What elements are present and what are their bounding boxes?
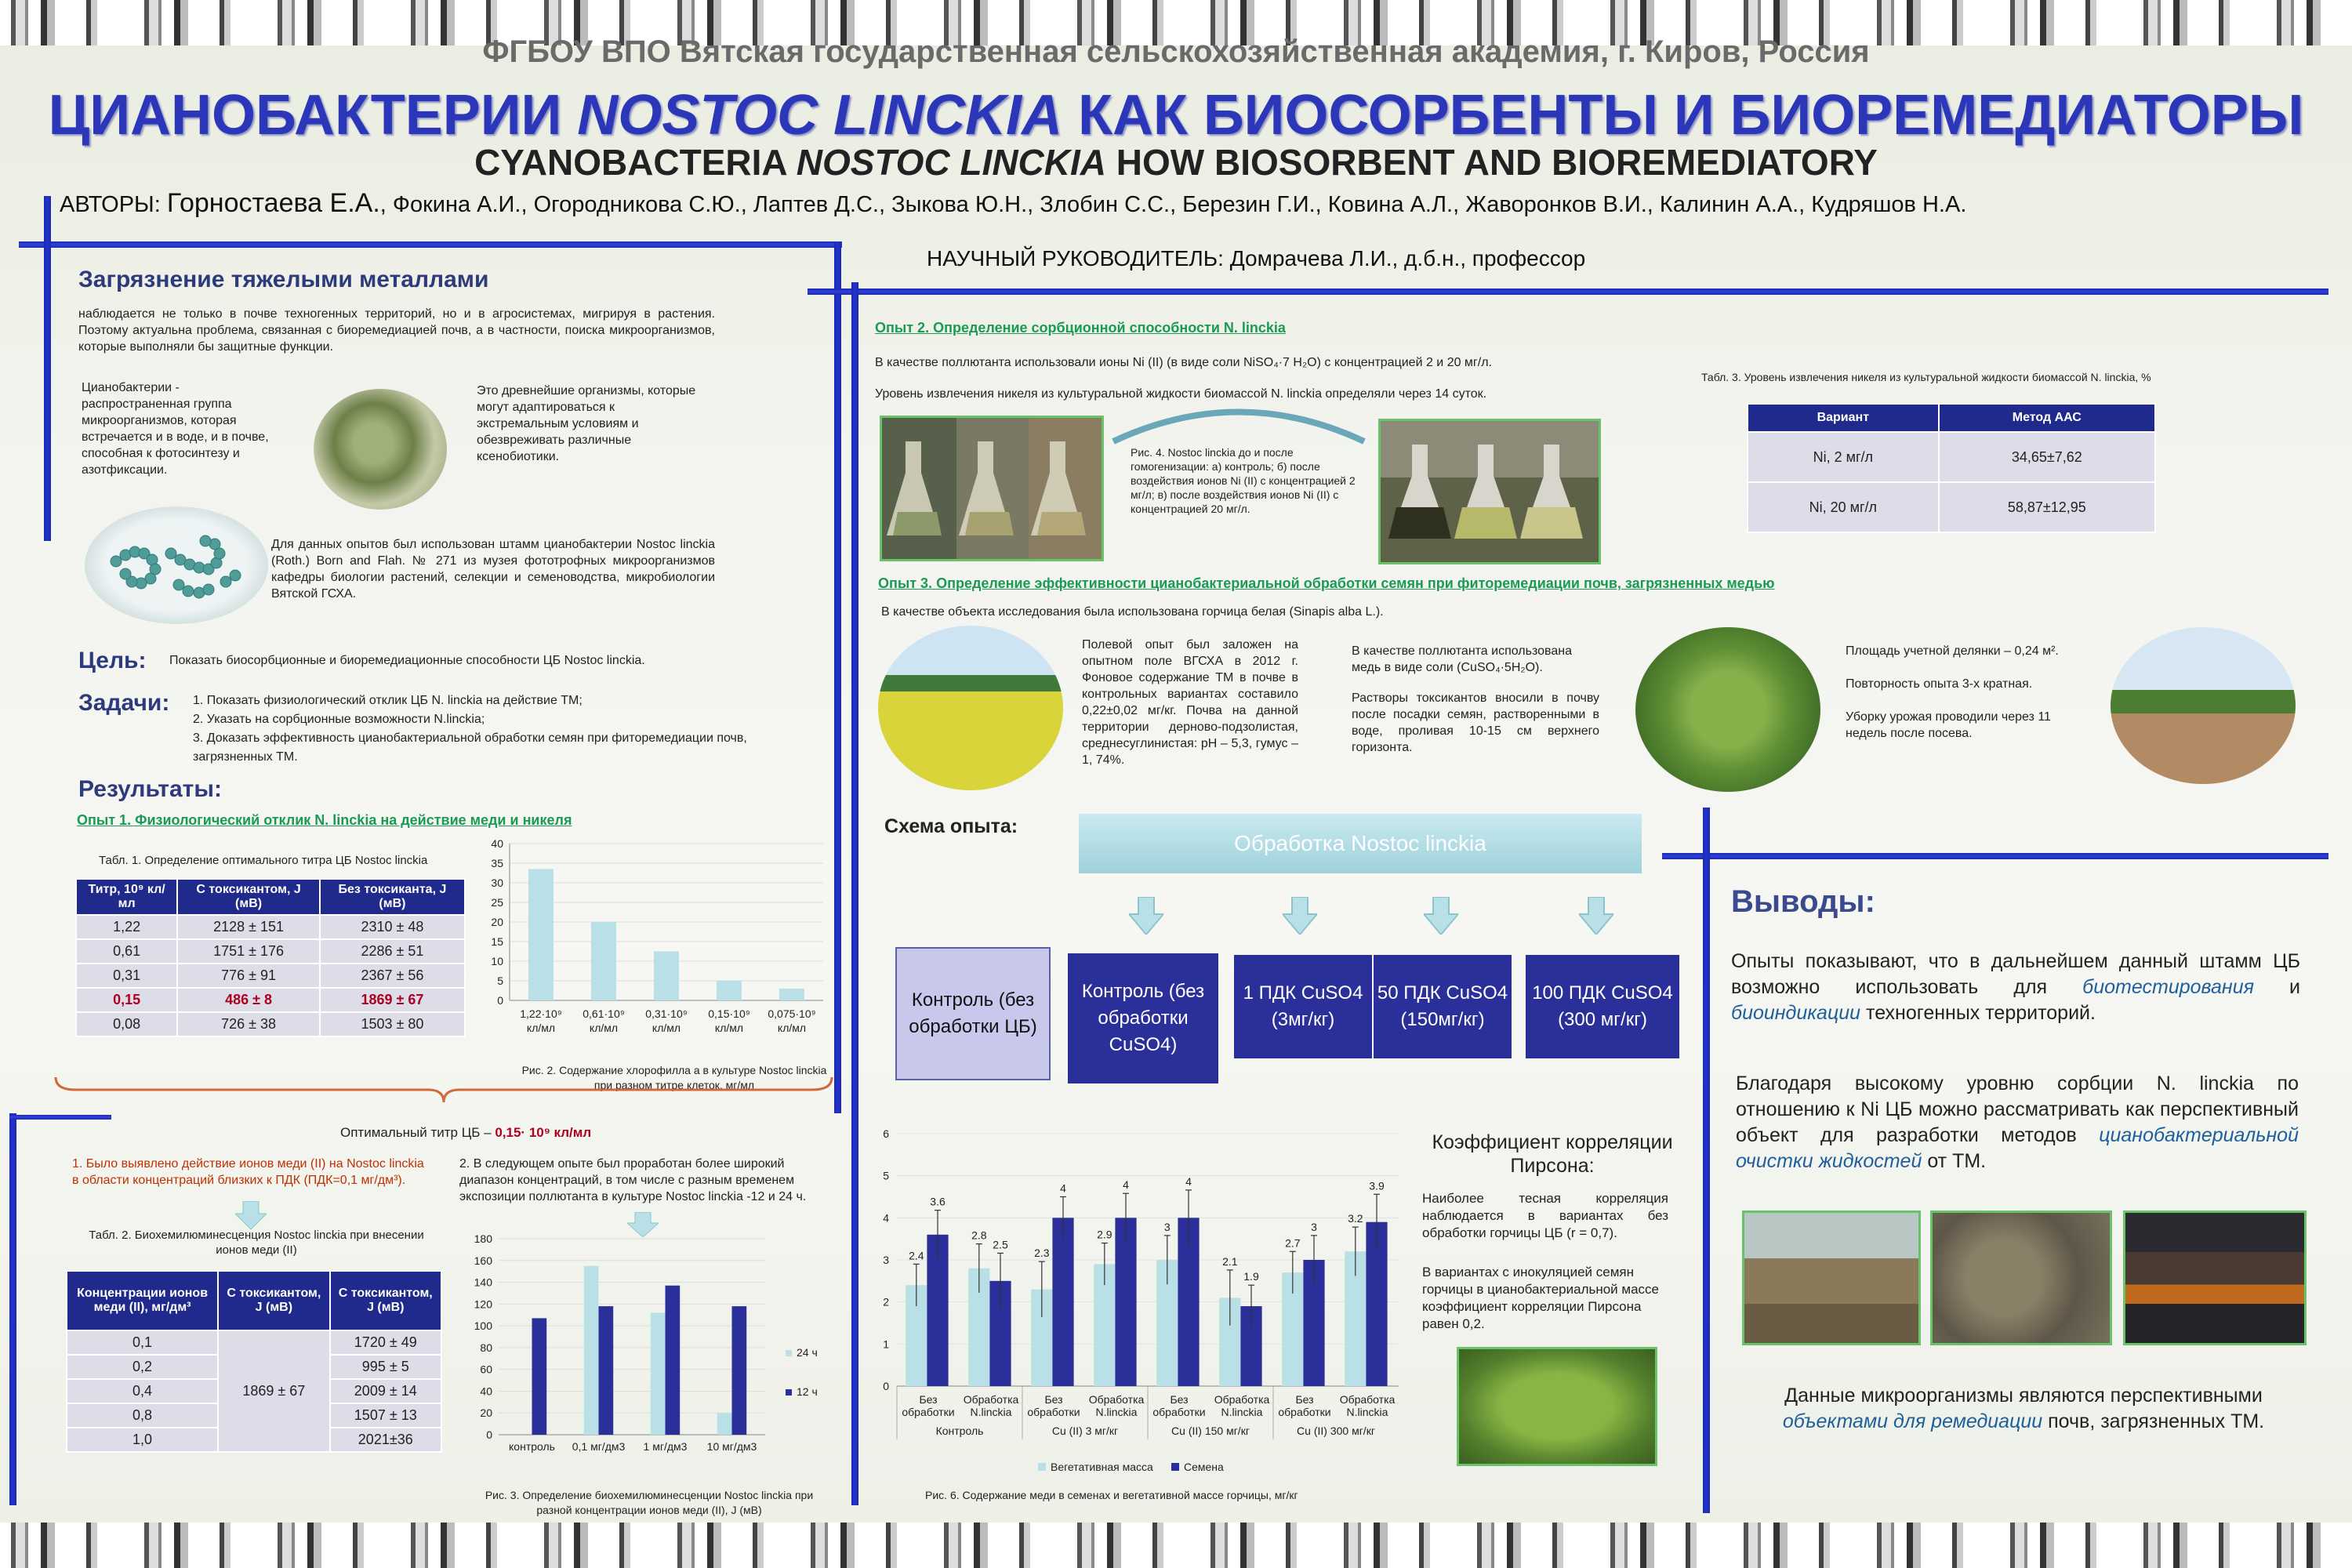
table3-caption: Табл. 3. Уровень извлечения никеля из культуральной жидкости биомассой N. linckia, % [1701,371,2151,383]
table-cell: 2021±36 [330,1428,441,1452]
y-tick-label: 3 [883,1254,889,1266]
flasks-after-drawing [1381,421,1599,562]
y-tick-label: 4 [883,1211,889,1225]
data-label: 2.1 [1222,1254,1238,1268]
bar-series-12h [599,1306,614,1435]
table-cell: 0,08 [76,1012,177,1036]
task-item: 3. Доказать эффективность цианобактериальной обработки семян при фиторемедиации почв, загрязненных ТМ. [193,731,747,764]
data-label: 3 [1163,1220,1171,1233]
title-en: CYANOBACTERIA NOSTOC LINCKIA HOW BIOSORBENT AND BIOREMEDIATORY [474,142,1878,183]
x-tick-label: кл/мл [777,1022,807,1034]
table-row [1748,432,2155,482]
table-cell: 2310 ± 48 [320,915,465,939]
legend-swatch [1171,1463,1179,1471]
y-tick-label: 30 [491,877,503,889]
table3 [1747,403,2156,533]
x-tick-label: кл/мл [652,1022,681,1034]
goal-text: Показать биосорбционные и биоремедиационные способности ЦБ Nostoc linckia. [169,654,645,667]
y-tick-label: 0 [497,994,503,1007]
exp2-text1: В качестве поллютанта использовали ионы Ni (II) (в виде соли NiSO₄·7 H₂O) с концентрацией 2 и 20 мг/л. [875,356,1492,369]
y-tick-label: 0 [883,1380,889,1392]
table-cell: Ni, 20 мг/л [1748,482,1939,532]
table-cell: 0,61 [76,939,177,964]
task-item: 1. Показать физиологический отклик ЦБ N. linckia на действие ТМ; [193,694,583,707]
table-cell: 776 ± 91 [177,964,320,988]
legend-label: 12 ч [797,1385,818,1398]
arrow-down-icon [1424,897,1458,935]
box-50-pdk: 50 ПДК CuSO4 (150мг/кг) [1374,955,1512,1058]
y-tick-label: 60 [480,1363,492,1376]
table1-header: Титр, 10⁹ кл/мл [76,879,177,915]
data-label: 4 [1185,1174,1192,1188]
brace-decoration [52,1074,836,1105]
mustard-plant-photo [1635,627,1820,792]
bar [779,989,804,1000]
table3-header: Вариант [1748,404,1939,432]
divider-left-bottom [9,1115,111,1120]
supervisor: НАУЧНЫЙ РУКОВОДИТЕЛЬ: Домрачева Л.И., д.б.н., профессор [927,246,1586,270]
y-tick-label: 160 [474,1254,492,1267]
table-row-highlight [76,988,465,1012]
solutions-text: Растворы токсикантов вносили в почву после посадки семян, растворенными в воде, проливая 10-15 см верхнего горизонта. [1352,691,1599,754]
divider-left-bottom-vertical [9,1113,16,1505]
x-tick-label: 10 мг/дм3 [706,1440,757,1453]
scheme-label: Схема опыта: [884,815,1018,837]
table-cell: 2009 ± 14 [330,1379,441,1403]
legend-label: Семена [1184,1461,1224,1473]
x-tick-label: N.linckia [970,1406,1012,1418]
rapeseed-field-photo [878,626,1063,790]
divider-right-vertical [1703,808,1710,1513]
bar [591,922,616,1000]
bar-series-24h [584,1266,599,1435]
divider-left-right-vertical [834,243,841,1113]
table-cell: 34,65±7,62 [1939,432,2155,482]
y-tick-label: 140 [474,1276,492,1289]
bottom-border [0,1523,2352,1568]
mustard-closeup-photo [1457,1347,1657,1466]
x-tick-label: обработки [1152,1406,1206,1418]
data-label: 2.8 [971,1229,987,1242]
cyano-colony-photo [314,389,447,510]
y-tick-label: 15 [491,935,503,948]
y-tick-label: 25 [491,896,503,909]
data-label: 2.9 [1097,1228,1112,1241]
x-tick-label: Без [919,1393,938,1406]
divider-left-top [19,241,842,248]
y-tick-label: 80 [480,1341,492,1354]
conclusion-2: Благодаря высокому уровню сорбции N. linckia по отношению к Ni ЦБ можно рассматривать как перспективный объект для разработки методов цианобактериальной очистки жидкостей от ТМ. [1736,1073,2299,1172]
x-tick-label: контроль [509,1440,555,1453]
repeat-text: Повторность опыта 3-х кратная. [1846,677,2033,691]
note1-text: 1. Было выявлено действие ионов меди (II) на Nostoc linckia в области концентраций близких к ПДК (ПДК=0,1 мг/дм³). [72,1157,424,1187]
table1 [75,878,466,1037]
x-tick-label: N.linckia [1221,1406,1263,1418]
results-label: Результаты: [78,776,222,802]
data-label: 3.9 [1369,1179,1385,1192]
ancient-text: Это древнейшие организмы, которые могут адаптироваться к экстремальным условиям и обезвреживать различные ксенобиотики. [477,384,696,463]
x-tick-label: 0,1 мг/дм3 [572,1440,626,1453]
optimal-titer: Оптимальный титр ЦБ – 0,15· 10⁹ кл/мл [340,1125,592,1140]
arrow-down-icon [235,1201,267,1229]
x-tick-label: Обработка [1088,1393,1145,1406]
table-cell: 1,22 [76,915,177,939]
y-tick-label: 40 [491,837,503,850]
table1-header: Без токсиканта, J (мВ) [320,879,465,915]
table-cell: 58,87±12,95 [1939,482,2155,532]
group-label: Cu (II) 150 мг/кг [1171,1425,1250,1437]
legend-swatch [786,1350,792,1356]
flasks-before-photo [880,416,1104,561]
polluted-land-photo-1 [1742,1210,1921,1345]
table-row [1748,482,2155,532]
data-label: 2.3 [1034,1247,1050,1260]
data-label: 4 [1123,1178,1129,1192]
plot-area: Площадь учетной делянки – 0,24 м². [1846,644,2059,658]
bar-series-24h [651,1312,666,1435]
exp1-title: Опыт 1. Физиологический отклик N. linckia на действие меди и никеля [77,812,572,828]
tasks-label: Задачи: [78,690,170,716]
x-tick-label: Без [1170,1393,1189,1406]
table-cell: 0,8 [67,1403,218,1428]
y-tick-label: 5 [497,975,503,987]
x-tick-label: обработки [1278,1406,1331,1418]
bar [528,869,554,1001]
control-box-no-cb: Контроль (без обработки ЦБ) [895,947,1051,1080]
table-row [76,1012,465,1036]
legend-swatch [1038,1463,1046,1471]
cyano-text: Цианобактерии - распространенная группа микроорганизмов, которая встречается и в воде, и в почве, способная к фотосинтезу и азотфиксации. [82,381,269,477]
table-row [76,915,465,939]
table2-header: С токсикантом, J (мВ) [330,1271,441,1330]
treatment-box: Обработка Nostoc linckia [1079,814,1642,873]
exp3-object: В качестве объекта исследования была использована горчица белая (Sinapis alba L.). [881,605,1384,619]
table-cell: 0,2 [67,1355,218,1379]
divider-middle-vertical [851,282,858,1505]
bar-series-24h [717,1413,732,1435]
biochemiluminescence-chart [459,1228,836,1479]
flasks-after-photo [1378,419,1601,564]
table2-header: С токсикантом, J (мВ) [218,1271,329,1330]
x-tick-label: N.linckia [1346,1406,1388,1418]
pollution-title: Загрязнение тяжелыми металлами [78,267,489,292]
institution: ФГБОУ ВПО Вятская государственная сельскохозяйственная академия, г. Киров, Россия [482,34,1870,69]
exp2-title: Опыт 2. Определение сорбционной способности N. linckia [875,320,1286,336]
table-cell: 1720 ± 49 [330,1330,441,1355]
x-tick-label: Обработка [1339,1393,1396,1406]
fig4-caption: Рис. 4. Nostoc linckia до и после гомогенизации: а) контроль; б) после воздействия ионов Ni (II) с концентрацией 2 мг/л; в) после воздействия ионов Ni (II) с концентрацией 20 мг/л. [1131,446,1356,515]
y-tick-label: 20 [491,916,503,928]
polluted-land-photo-2 [1930,1210,2112,1345]
table1-header: С токсикантом, J (мВ) [177,879,320,915]
tasks-list [193,691,828,767]
group-label: Контроль [935,1425,984,1437]
x-tick-label: кл/мл [714,1022,744,1034]
table-row [76,939,465,964]
control-box-no-cuso4: Контроль (без обработки CuSO4) [1068,953,1218,1083]
table-cell: 0,15 [76,988,177,1012]
curved-arrow-decoration [1105,398,1372,445]
authors: АВТОРЫ: Горностаева Е.А., Фокина А.И., Огородникова С.Ю., Лаптев Д.С., Зыкова Ю.Н., Злобин С.С., Березин Г.И., Ковина А.Л., Жаворонков В.И., Калинин А.А., Кудряшов Н.А. [60,188,1967,218]
y-tick-label: 120 [474,1298,492,1311]
strain-text: Для данных опытов был использован штамм цианобактерии Nostoc linckia (Roth.) Born and Flah. № 271 из музея фототрофных микроорганизмов кафедры биологии растений, селекции и семеноводства, микробиологии Вятской ГСХА. [271,538,715,601]
x-tick-label: 1,22·10⁹ [520,1007,562,1020]
table-cell: 0,1 [67,1330,218,1355]
table2-header: Концентрации ионов меди (II), мг/дм³ [67,1271,218,1330]
data-label: 2.7 [1285,1236,1301,1250]
x-tick-label: 0,31·10⁹ [645,1007,688,1020]
fig3-caption: Рис. 3. Определение биохемилюминесценции Nostoc linckia при разной концентрации ионов меди (II), J (мВ) [485,1489,814,1516]
fig6-caption: Рис. 6. Содержание меди в семенах и вегетативной массе горчицы, мг/кг [925,1489,1298,1501]
table1-caption: Табл. 1. Определение оптимального титра ЦБ Nostoc linckia [99,854,428,867]
data-label: 4 [1060,1181,1066,1195]
table-cell: 0,31 [76,964,177,988]
data-label: 2.5 [993,1238,1008,1251]
nostoc-filament-drawing [85,506,268,624]
table-cell: 2286 ± 51 [320,939,465,964]
y-tick-label: 20 [480,1406,492,1420]
y-tick-label: 40 [480,1385,492,1398]
table-cell: 0,4 [67,1379,218,1403]
table-cell: 486 ± 8 [177,988,320,1012]
exp2-text2: Уровень извлечения никеля из культуральной жидкости биомассой N. linckia определяли через 14 суток. [875,387,1487,401]
data-label: 3.2 [1348,1212,1363,1225]
table-cell: 726 ± 38 [177,1012,320,1036]
table-cell: 1869 ± 67 [320,988,465,1012]
y-tick-label: 6 [883,1127,889,1140]
y-tick-label: 1 [883,1338,889,1351]
table-cell: Ni, 2 мг/л [1748,432,1939,482]
conclusion-1: Опыты показывают, что в дальнейшем данный штамм ЦБ возможно использовать для биотестирования и биоиндикации техногенных территорий. [1731,950,2300,1024]
legend-label: Вегетативная масса [1051,1461,1153,1473]
bar [717,981,742,1000]
x-tick-label: 0,61·10⁹ [583,1007,625,1020]
table2-caption: Табл. 2. Биохемилюминесценция Nostoc linckia при внесении ионов меди (II) [89,1229,424,1257]
data-label: 3.6 [930,1195,946,1208]
corr-text2: В вариантах с инокуляцией семян горчицы в цианобактериальной массе коэффициент корреляции Пирсона равен 0,2. [1422,1265,1659,1331]
x-tick-label: кл/мл [589,1022,619,1034]
pollutant-text: В качестве поллютанта использована медь в виде соли (CuSO₄·5H₂O). [1352,644,1572,674]
field-text: Полевой опыт был заложен на опытном поле ВГСХА в 2012 г. Фоновое содержание ТМ в почве в контрольных вариантах составило 0,22±0,02 мг/кг. Почва на данной территории дерново-подзолистая, среднесуглинистая: pH – 5,3, гумус – 1, 74%. [1082,638,1298,767]
arrow-down-icon [1579,897,1613,935]
x-tick-label: обработки [902,1406,955,1418]
divider-left-vertical [44,196,51,541]
harvest-text: Уборку урожая проводили через 11 недель после посева. [1846,710,2051,740]
task-item: 2. Указать на сорбционные возможности N.linckia; [193,713,485,726]
note2: 2. В следующем опыте был проработан более широкий диапазон концентраций, в том числе с разным временем экспозиции поллютанта в культуре Nostoc linckia -12 и 24 ч. [459,1157,807,1203]
bar [654,952,679,1001]
conclusion-3: Данные микроорганизмы являются перспективными объектами для ремедиации почв, загрязненных ТМ. [1782,1385,2265,1432]
goal-label: Цель: [78,648,147,673]
y-tick-label: 0 [486,1428,492,1441]
table2 [66,1270,442,1453]
bar-series-12h [732,1306,747,1435]
field-plots-photo [2111,627,2296,784]
fig2-caption: Рис. 2. Содержание хлорофилла а в культуре Nostoc linckia при разном титре клеток, мг/мл [521,1064,827,1091]
x-tick-label: кл/мл [526,1022,556,1034]
bar-seeds [1115,1218,1136,1386]
legend-label: 24 ч [797,1346,818,1359]
table-cell: 995 ± 5 [330,1355,441,1379]
table-cell: 2367 ± 56 [320,964,465,988]
divider-right-top [1662,853,2328,859]
table-cell: 1503 ± 80 [320,1012,465,1036]
arrow-down-icon [1283,897,1317,935]
box-1-pdk: 1 ПДК CuSO4 (3мг/кг) [1234,955,1372,1058]
x-tick-label: обработки [1027,1406,1080,1418]
bar-seeds [1052,1218,1073,1386]
y-tick-label: 100 [474,1319,492,1333]
x-tick-label: Обработка [963,1393,1019,1406]
legend-swatch [786,1389,792,1396]
x-tick-label: Обработка [1214,1393,1270,1406]
y-tick-label: 35 [491,857,503,869]
arrow-down-icon [1129,897,1163,935]
x-tick-label: 0,15·10⁹ [708,1007,750,1020]
exp3-title: Опыт 3. Определение эффективности цианобактериальной обработки семян при фиторемедиации почв, загрязненных медью [878,575,1775,591]
table-cell: 2128 ± 151 [177,915,320,939]
table-cell: 1869 ± 67 [218,1330,329,1452]
group-label: Cu (II) 3 мг/кг [1051,1425,1119,1437]
note1 [72,1156,433,1189]
x-tick-label: 1 мг/дм3 [643,1440,688,1453]
bar-series-12h [666,1286,681,1435]
conclusions-title: Выводы: [1731,884,1875,919]
x-tick-label: N.linckia [1095,1406,1138,1418]
chlorophyll-chart [470,831,831,1058]
table3-header: Метод ААС [1939,404,2155,432]
data-label: 2.4 [909,1249,924,1262]
table-cell: 1751 ± 176 [177,939,320,964]
x-tick-label: Без [1295,1393,1314,1406]
y-tick-label: 2 [883,1295,889,1308]
x-tick-label: Без [1044,1393,1063,1406]
data-label: 3 [1311,1220,1317,1233]
copper-content-chart [869,1121,1410,1482]
box-100-pdk: 100 ПДК CuSO4 (300 мг/кг) [1526,955,1679,1058]
bar-series-12h [532,1318,547,1435]
title-ru: ЦИАНОБАКТЕРИИ NOSTOC LINCKIA КАК БИОСОРБЕНТЫ И БИОРЕМЕДИАТОРЫ [48,84,2304,147]
corr-title: Коэффициент корреляции Пирсона: [1432,1131,1673,1177]
industrial-pollution-photo [2123,1210,2307,1345]
group-label: Cu (II) 300 мг/кг [1297,1425,1375,1437]
pollution-text: наблюдается не только в почве техногенных территорий, но и в агросистемах, мигрируя в растения. Поэтому актуальна проблема, связанная с биоремедиацией почв, а в частности, поиска микроорганизмов, которые выполняли бы защитные функции. [78,307,715,354]
table-cell: 1507 ± 13 [330,1403,441,1428]
y-tick-label: 10 [491,955,503,967]
table-row [76,964,465,988]
table-cell: 1,0 [67,1428,218,1452]
x-tick-label: 0,075·10⁹ [768,1007,816,1020]
table-row [67,1330,441,1355]
y-tick-label: 180 [474,1232,492,1245]
corr-text1: Наиболее тесная корреляция наблюдается в вариантах без обработки горчицы ЦБ (r = 0,7). [1422,1191,1668,1240]
y-tick-label: 5 [883,1169,889,1182]
nostoc-microscope-photo [85,506,268,624]
data-label: 1.9 [1243,1270,1259,1283]
flasks-drawing [882,418,1102,559]
divider-middle-top [808,289,2328,295]
